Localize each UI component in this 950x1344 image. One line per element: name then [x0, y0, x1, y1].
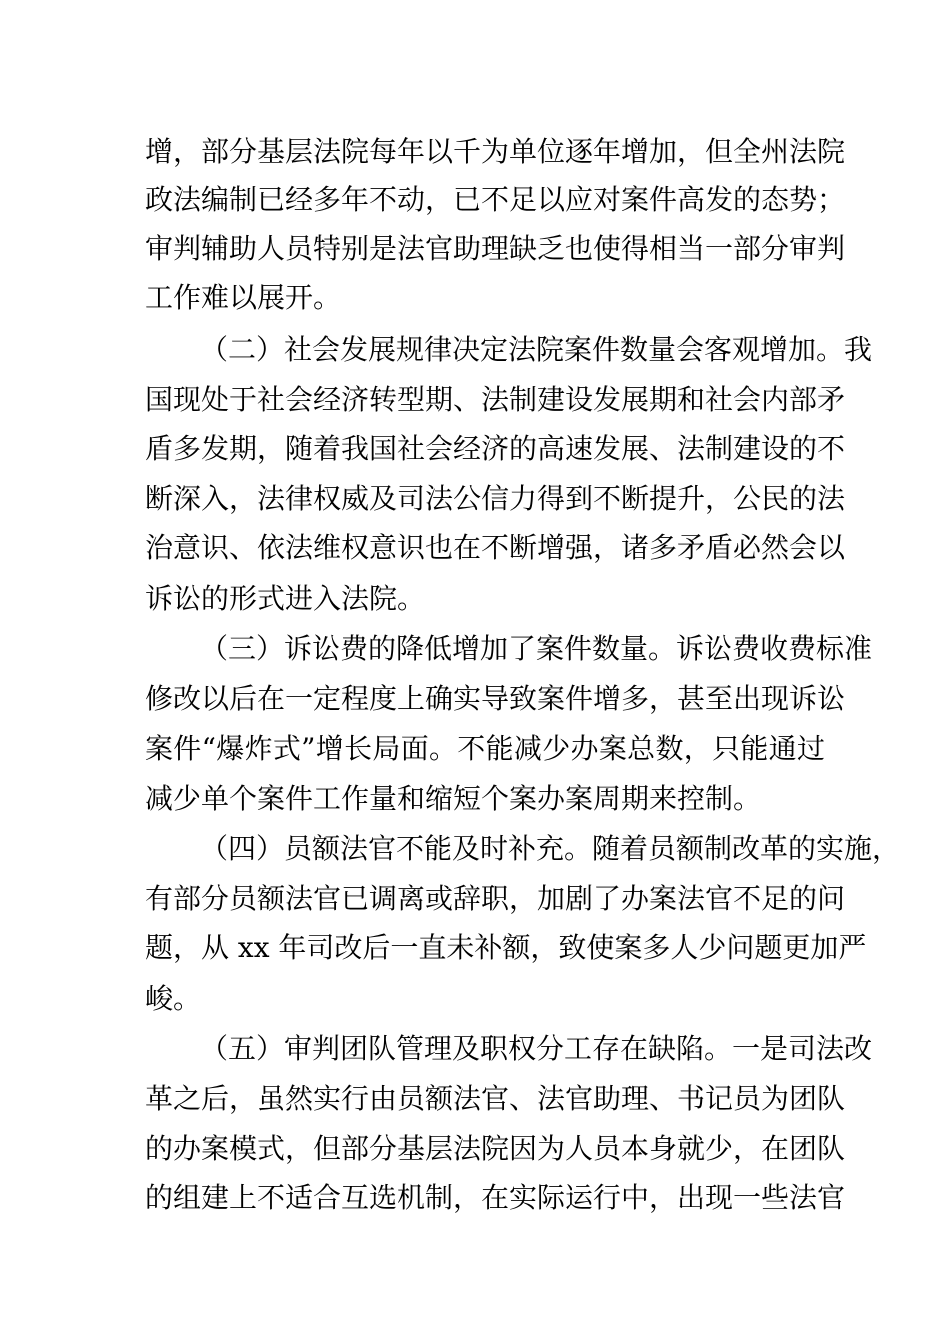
- text-line: 有部分员额法官已调离或辞职，加剧了办案法官不足的问: [145, 882, 846, 915]
- text-line: 题，从 xx 年司改后一直未补额，致使案多人少问题更加严: [145, 931, 867, 964]
- text-line: 革之后，虽然实行由员额法官、法官助理、书记员为团队: [145, 1082, 846, 1115]
- text-line: 审判辅助人员特别是法官助理缺乏也使得相当一部分审判: [145, 232, 846, 265]
- text-line: 修改以后在一定程度上确实导致案件增多，甚至出现诉讼: [145, 682, 846, 715]
- text-line: 增，部分基层法院每年以千为单位逐年增加，但全州法院: [145, 135, 846, 168]
- text-line: （五）审判团队管理及职权分工存在缺陷。一是司法改: [200, 1032, 873, 1065]
- text-line: 盾多发期，随着我国社会经济的高速发展、法制建设的不: [145, 432, 846, 465]
- text-line: 政法编制已经多年不动，已不足以应对案件高发的态势；: [145, 183, 846, 216]
- text-line: 峻。: [145, 982, 202, 1015]
- text-line: 减少单个案件工作量和缩短个案办案周期来控制。: [145, 782, 762, 815]
- text-line: 的办案模式，但部分基层法院因为人员本身就少，在团队: [145, 1132, 846, 1165]
- text-line: （四）员额法官不能及时补充。随着员额制改革的实施，: [200, 832, 901, 865]
- text-line: （二）社会发展规律决定法院案件数量会客观增加。我: [200, 333, 873, 366]
- text-line: （三）诉讼费的降低增加了案件数量。诉讼费收费标准: [200, 632, 873, 665]
- text-line: 工作难以展开。: [145, 281, 342, 314]
- text-line: 国现处于社会经济转型期、法制建设发展期和社会内部矛: [145, 383, 846, 416]
- text-line: 治意识、依法维权意识也在不断增强，诸多矛盾必然会以: [145, 531, 846, 564]
- text-line: 诉讼的形式进入法院。: [145, 582, 426, 615]
- text-line: 断深入，法律权威及司法公信力得到不断提升，公民的法: [145, 482, 846, 515]
- text-line: 案件“爆炸式”增长局面。不能减少办案总数，只能通过: [145, 732, 825, 765]
- text-line: 的组建上不适合互选机制，在实际运行中，出现一些法官: [145, 1181, 846, 1214]
